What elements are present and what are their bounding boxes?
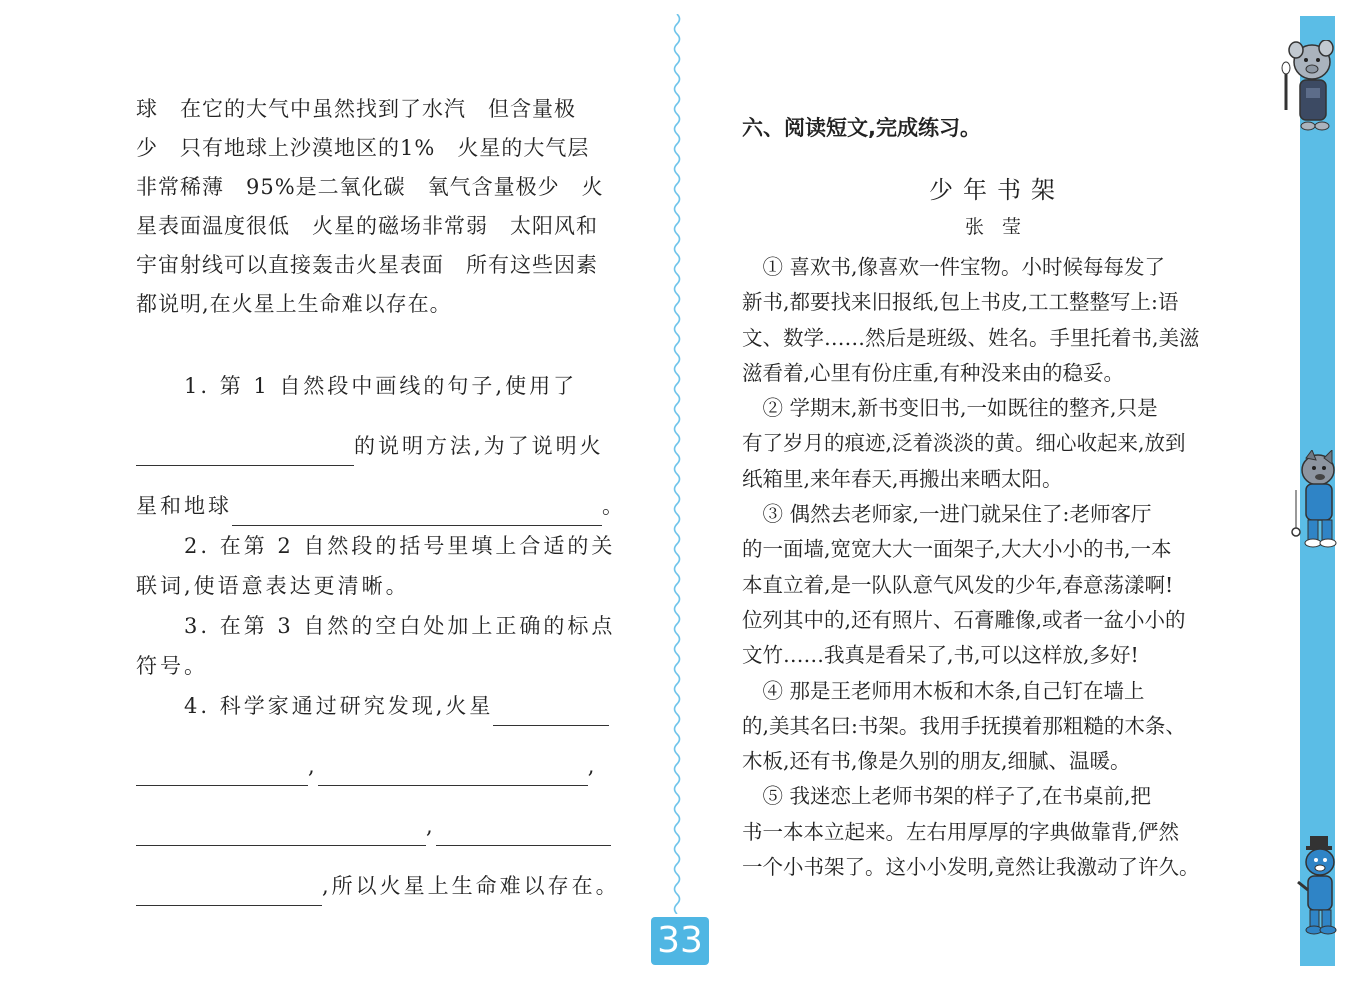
article-line: 文、数学……然后是班级、姓名。手里托着书,美滋 [742,325,1200,350]
article-line: 滋看着,心里有份庄重,有种没来由的稳妥。 [742,360,1125,385]
comma: , [426,814,436,838]
answer-blank[interactable] [436,819,611,846]
paragraph-line: 都说明,在火星上生命难以存在。 [136,292,452,316]
cartoon-dog-yoyo-mascot-icon [1282,450,1338,550]
question-1-text: 1. 第 1 自然段中画线的句子,使用了 [184,374,578,398]
cartoon-pig-mascot-icon [1276,40,1336,135]
article-line: ① 喜欢书,像喜欢一件宝物。小时候每每发了 [742,255,1166,279]
question-4-line-3 [136,806,616,846]
comma: , [308,754,318,778]
answer-blank[interactable] [136,759,308,786]
section-title: 六、阅读短文,完成练习。 [742,116,981,140]
article-line: 的,美其名曰:书架。我用手抚摸着那粗糙的木条、 [742,713,1186,738]
answer-blank[interactable] [318,759,588,786]
period: 。 [602,494,626,518]
answer-blank[interactable] [232,499,602,526]
question-1-line-2 [136,426,616,466]
article-line: 纸箱里,来年春天,再搬出来晒太阳。 [742,466,1063,491]
question-1-text-3: 星和地球 [136,494,232,518]
article-line: ④ 那是王老师用木板和木条,自己钉在墙上 [742,678,1145,703]
article-line: 新书,都要找来旧报纸,包上书皮,工工整整写上:语 [742,290,1179,315]
question-2-text-2: 联词,使语意表达更清晰。 [136,574,410,598]
question-1-line-3 [136,486,626,526]
question-4-text-end: ,所以火星上生命难以存在。 [322,874,620,898]
paragraph-line: 非常稀薄 95%是二氧化碳 氧气含量极少 火 [136,175,604,199]
article-author: 张莹 [964,216,1039,238]
page-number: 33 [651,917,709,965]
question-4 [136,686,616,726]
paragraph-line: 少 只有地球上沙漠地区的1% 火星的大气层 [136,136,590,160]
article-line: ③ 偶然去老师家,一进门就呆住了:老师客厅 [742,502,1152,527]
article-line: 一个小书架了。这小小发明,竟然让我激动了许久。 [742,855,1200,880]
article-title: 少年书架 [929,176,1065,204]
article-line: ⑤ 我迷恋上老师书架的样子了,在书桌前,把 [742,784,1152,809]
question-3-line-2 [136,646,616,686]
paragraph-line: 宇宙射线可以直接轰击火星表面 所有这些因素 [136,253,598,277]
question-4-line-2 [136,746,616,786]
answer-blank[interactable] [136,819,426,846]
answer-blank[interactable] [136,439,354,466]
article-line: 位列其中的,还有照片、石膏雕像,或者一盆小小的 [742,607,1186,632]
article-line: 书一本本立起来。左右用厚厚的字典做靠背,俨然 [742,819,1180,844]
cartoon-cat-mascot-icon [1290,836,1338,936]
question-2 [136,526,616,566]
article-line: ② 学期末,新书变旧书,一如既往的整齐,只是 [742,396,1158,421]
right-page [742,108,1222,885]
comma: , [587,754,598,778]
answer-blank[interactable] [136,879,322,906]
answer-blank[interactable] [493,699,609,726]
question-1 [136,366,616,406]
article-line: 有了岁月的痕迹,泛着淡淡的黄。细心收起来,放到 [742,431,1186,456]
article-line: 的一面墙,宽宽大大一面架子,大大小小的书,一本 [742,537,1172,562]
question-4-line-4 [136,866,620,906]
paragraph-line: 星表面温度很低 火星的磁场非常弱 太阳风和 [136,214,598,238]
question-4-text: 4. 科学家通过研究发现,火星 [184,694,494,718]
question-2-line-2 [136,566,616,606]
question-list [136,366,626,906]
article-line: 本直立着,是一队队意气风发的少年,春意荡漾啊! [742,572,1174,597]
question-3-text-2: 符号。 [136,654,208,678]
article-line: 文竹……我真是看呆了,书,可以这样放,多好! [742,643,1139,668]
question-3 [136,606,616,646]
question-2-text: 2. 在第 2 自然段的括号里填上合适的关 [184,534,616,558]
question-1-text-2: 的说明方法,为了说明火 [354,434,604,458]
paragraph-line: 球 在它的大气中虽然找到了水汽 但含量极 [136,97,576,121]
left-paragraph [136,90,616,324]
question-3-text: 3. 在第 3 自然的空白处加上正确的标点 [184,614,616,638]
article-body [742,250,1222,885]
page-divider [670,14,684,914]
article-line: 木板,还有书,像是久别的朋友,细腻、温暖。 [742,749,1131,774]
